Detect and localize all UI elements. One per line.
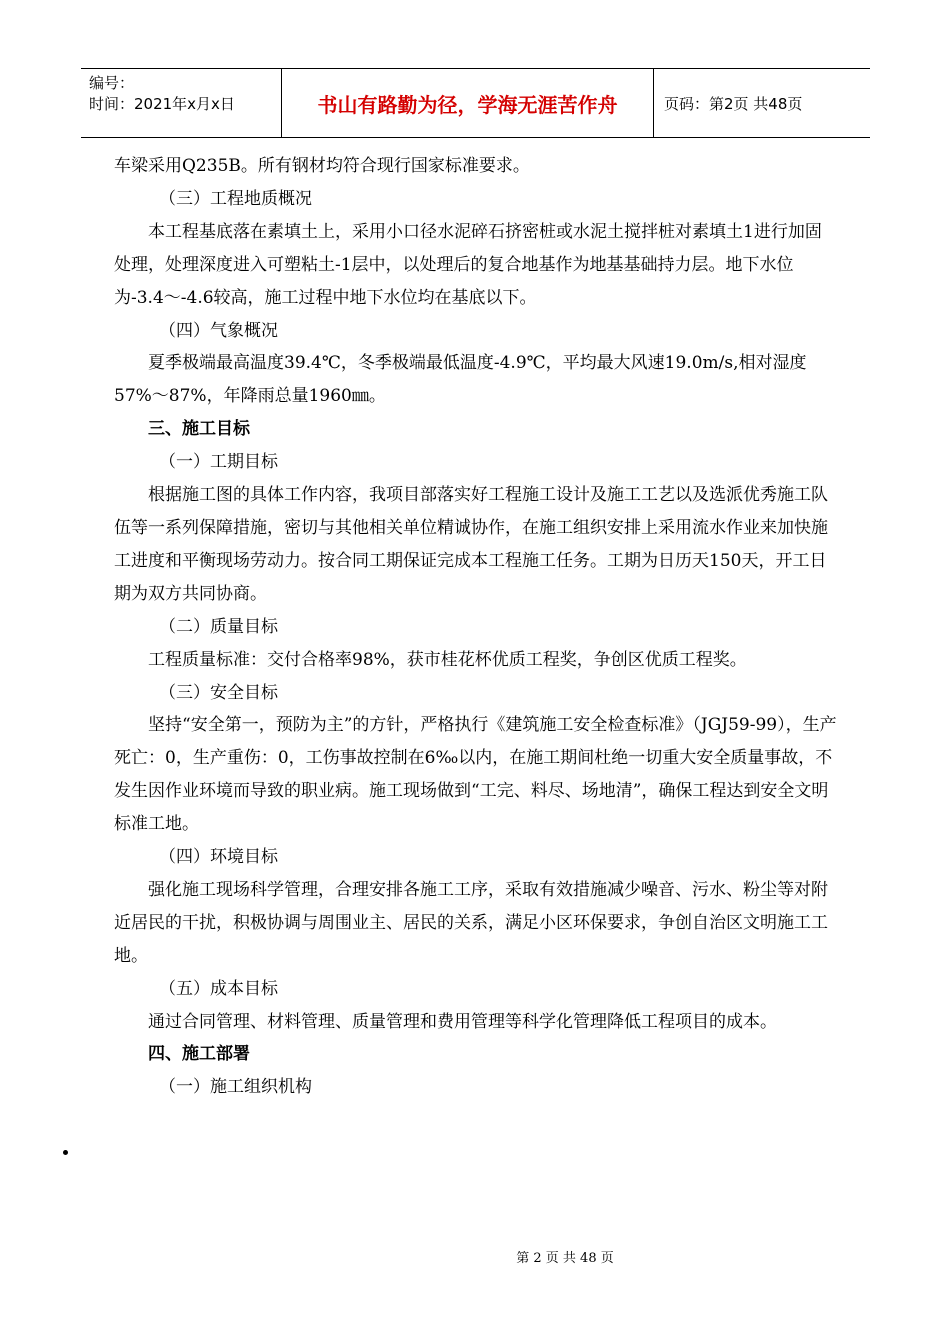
paragraph: 坚持“安全第一，预防为主”的方针，严格执行《建筑施工安全检查标准》（JGJ59-99），生产死亡：0，生产重伤：0，工伤事故控制在6‰以内，在施工期间杜绝一切重大安全质量事故，不发生因作业环境而导致的职业病。施工现场做到“工完、料尽、场地清”，确保工程达到安全文明标准工地。 <box>114 715 837 835</box>
subheading: （二）质量目标 <box>159 616 278 637</box>
bullet-dot-icon <box>63 1150 68 1155</box>
subheading: （四）环境目标 <box>159 847 278 868</box>
subheading: （一）施工组织机构 <box>159 1077 312 1098</box>
header-motto: 书山有路勤为径，学海无涯苦作舟 <box>281 69 654 137</box>
subheading: （三）工程地质概况 <box>159 188 312 209</box>
subheading: （四）气象概况 <box>159 320 278 341</box>
paragraph: 本工程基底落在素填土上，采用小口径水泥碎石挤密桩或水泥土搅拌桩对素填土1进行加固处理，处理深度进入可塑粘土-1层中，以处理后的复合地基作为地基基础持力层。地下水位为-3.4～-4.6较高，施工过程中地下水位均在基底以下。 <box>114 221 822 308</box>
subheading: （三）安全目标 <box>159 682 278 703</box>
paragraph: 工程质量标准：交付合格率98%，获市桂花杯优质工程奖，争创区优质工程奖。 <box>148 649 747 670</box>
document-body <box>114 150 838 1104</box>
footer-page-number: 第 2 页 共 48 页 <box>516 1251 614 1266</box>
page-footer <box>0 1247 950 1266</box>
page-header <box>81 68 870 138</box>
header-number: 编号： <box>89 74 135 92</box>
paragraph: 根据施工图的具体工作内容，我项目部落实好工程施工设计及施工工艺以及选派优秀施工队伍等一系列保障措施，密切与其他相关单位精诚协作，在施工组织安排上采用流水作业来加快施工进度和平衡现场劳动力。按合同工期保证完成本工程施工任务。工期为日历天150天，开工日期为双方共同协商。 <box>114 485 828 604</box>
header-date: 时间：2021年x月x日 <box>89 95 235 113</box>
header-page-number: 页码：第2页 共48页 <box>664 94 803 113</box>
paragraph: 通过合同管理、材料管理、质量管理和费用管理等科学化管理降低工程项目的成本。 <box>148 1011 777 1032</box>
section-heading: 四、施工部署 <box>148 1044 250 1065</box>
section-heading: 三、施工目标 <box>148 419 250 440</box>
paragraph: 车梁采用Q235B。所有钢材均符合现行国家标准要求。 <box>114 156 530 176</box>
paragraph: 夏季极端最高温度39.4℃，冬季极端最低温度-4.9℃，平均最大风速19.0m/s,相对湿度57%～87%，年降雨总量1960㎜。 <box>114 353 807 407</box>
subheading: （一）工期目标 <box>159 452 278 473</box>
paragraph: 强化施工现场科学管理，合理安排各施工工序，采取有效措施减少噪音、污水、粉尘等对附近居民的干扰，积极协调与周围业主、居民的关系，满足小区环保要求，争创自治区文明施工工地。 <box>114 879 828 966</box>
subheading: （五）成本目标 <box>159 978 278 999</box>
header-meta <box>81 69 281 137</box>
